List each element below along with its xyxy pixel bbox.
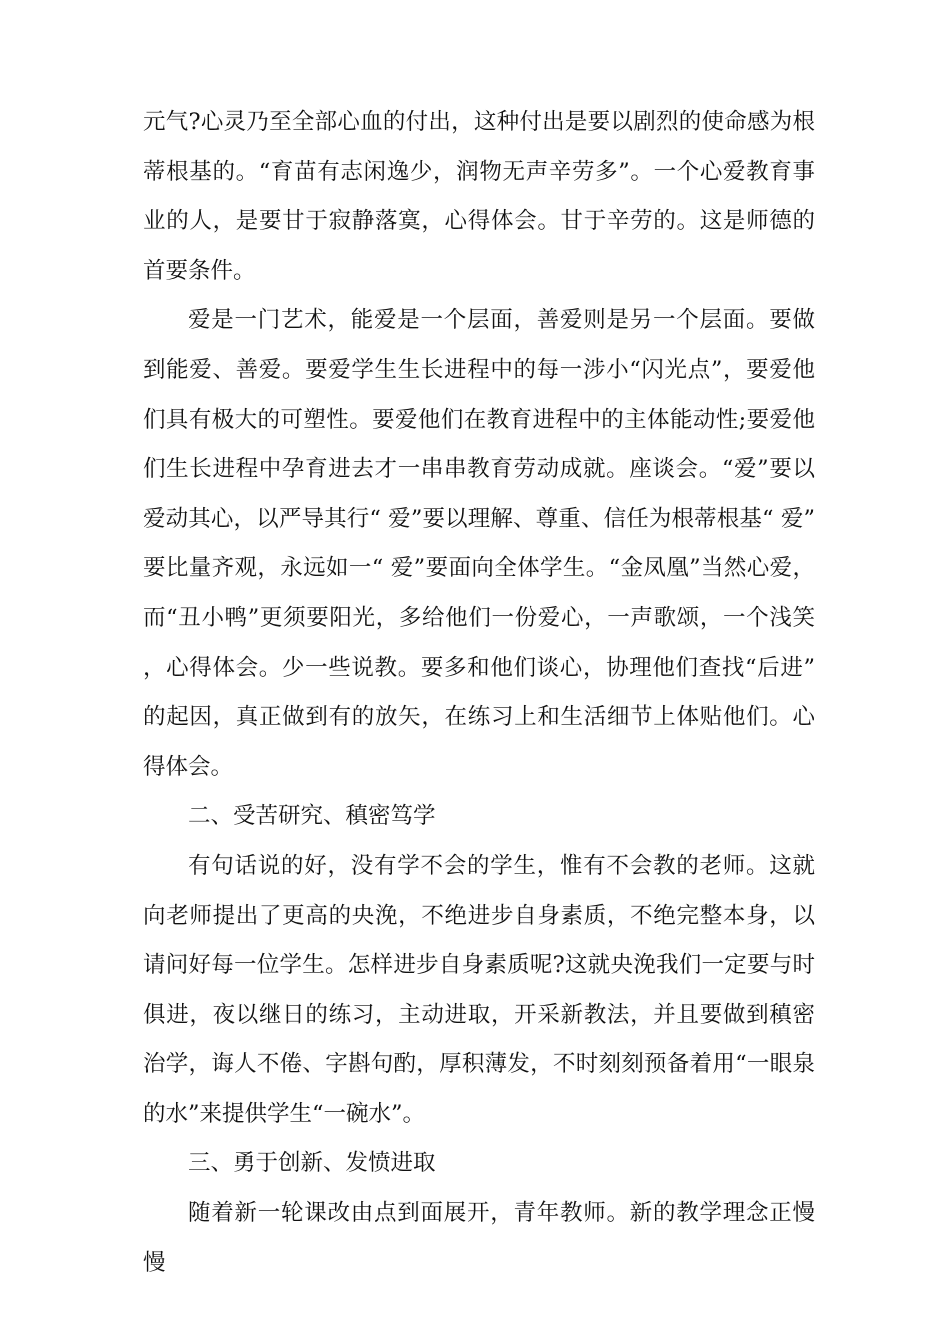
paragraph-love-is-art: 爱是一门艺术，能爱是一个层面，善爱则是另一个层面。要做到能爱、善爱。要爱学生生长进程中的每一涉小“闪光点”，要爱他们具有极大的可塑性。要爱他们在教育进程中的主体能动性;要爱他们生长进程中孕育进去才一串串教育劳动成就。座谈会。“爱”要以爱动其心，以严导其行“ 爱”要以理解、尊重、信任为根蒂根基“ 爱”要比量齐观，永远如一“ 爱”要面向全体学生。“金凤凰”当然心爱，而“丑小鸭”更须要阳光，多给他们一份爱心，一声歌颂，一个浅笑，心得体会。少一些说教。要多和他们谈心，协理他们查找“后进”的起因，真正做到有的放矢，在练习上和生活细节上体贴他们。心得体会。 bbox=[143, 307, 815, 780]
document-body bbox=[143, 98, 815, 1288]
paragraph-curriculum-reform: 随着新一轮课改由点到面展开，青年教师。新的教学理念正慢慢 bbox=[143, 1200, 815, 1276]
paragraph-continuation: 元气?心灵乃至全部心血的付出，这种付出是要以剧烈的使命感为根蒂根基的。“育苗有志闲逸少，润物无声辛劳多”。一个心爱教育事业的人，是要甘于寂静落寞，心得体会。甘于辛劳的。这是师德的首要条件。 bbox=[143, 109, 815, 284]
section-heading-3: 三、勇于创新、发愤进取 bbox=[188, 1150, 436, 1177]
paragraph-teacher-quality: 有句话说的好，没有学不会的学生，惟有不会教的老师。这就向老师提出了更高的央浼，不绝进步自身素质，不绝完整本身，以请问好每一位学生。怎样进步自身素质呢?这就央浼我们一定要与时俱进，夜以继日的练习，主动进取，开采新教法，并且要做到稹密治学，诲人不倦、字斟句酌，厚积薄发，不时刻刻预备着用“一眼泉的水”来提供学生“一碗水”。 bbox=[143, 852, 815, 1127]
section-heading-2: 二、受苦研究、稹密笃学 bbox=[188, 803, 436, 830]
